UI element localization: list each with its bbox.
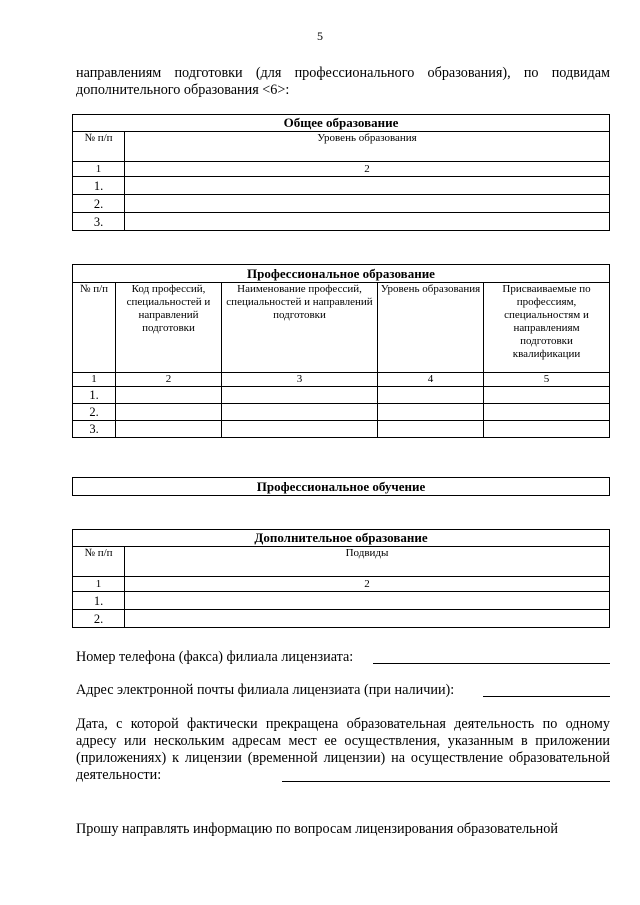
table-title: Профессиональное образование xyxy=(73,265,610,283)
table-cell[interactable] xyxy=(125,177,610,195)
page-number: 5 xyxy=(317,29,323,43)
date-paragraph: Дата, с которой фактически прекращена образовательная деятельность по одному адресу или нескольким адресам мест ее осуществления, указанным в приложении (приложениях) к лицензии (временной лицензии) на осуществление образовательной деятельности: xyxy=(76,716,610,783)
table-cell[interactable] xyxy=(116,421,222,438)
column-number: 4 xyxy=(378,373,484,387)
table-cell[interactable] xyxy=(378,404,484,421)
column-number: 1 xyxy=(73,373,116,387)
table-cell[interactable] xyxy=(125,195,610,213)
additional-education-table xyxy=(72,529,610,628)
table-title: Дополнительное образование xyxy=(73,530,610,547)
header-qualification: Присваиваемые по профессиям, специальностям и направлениям подготовки квалификации xyxy=(484,283,610,373)
column-number: 2 xyxy=(116,373,222,387)
phone-label: Номер телефона (факса) филиала лицензиата: xyxy=(76,649,354,665)
row-number: 2. xyxy=(73,610,125,628)
date-field[interactable] xyxy=(282,781,610,782)
row-number: 3. xyxy=(73,213,125,231)
table-cell[interactable] xyxy=(378,421,484,438)
column-number: 3 xyxy=(222,373,378,387)
table-cell[interactable] xyxy=(125,610,610,628)
general-education-table xyxy=(72,114,610,231)
table-cell[interactable] xyxy=(484,387,610,404)
table-cell[interactable] xyxy=(125,592,610,610)
row-number: 2. xyxy=(73,404,116,421)
table-title: Профессиональное обучение xyxy=(73,478,610,496)
header-level: Уровень образования xyxy=(378,283,484,373)
header-number: № п/п xyxy=(73,283,116,373)
column-number: 1 xyxy=(73,162,125,177)
row-number: 1. xyxy=(73,592,125,610)
phone-field[interactable] xyxy=(373,663,610,664)
table-cell[interactable] xyxy=(484,404,610,421)
row-number: 1. xyxy=(73,177,125,195)
table-cell[interactable] xyxy=(222,404,378,421)
row-number: 2. xyxy=(73,195,125,213)
table-cell[interactable] xyxy=(116,387,222,404)
row-number: 3. xyxy=(73,421,116,438)
email-label: Адрес электронной почты филиала лицензиата (при наличии): xyxy=(76,682,455,698)
table-cell[interactable] xyxy=(125,213,610,231)
professional-training-table xyxy=(72,477,610,496)
table-title: Общее образование xyxy=(73,115,610,132)
header-number: № п/п xyxy=(73,132,125,162)
table-cell[interactable] xyxy=(222,421,378,438)
header-level: Уровень образования xyxy=(125,132,610,162)
table-cell[interactable] xyxy=(378,387,484,404)
column-number: 2 xyxy=(125,577,610,592)
header-subtypes: Подвиды xyxy=(125,547,610,577)
intro-paragraph: направлениям подготовки (для профессионального образования), по подвидам дополнительного образования <6>: xyxy=(76,65,610,98)
header-name: Наименование профессий, специальностей и направлений подготовки xyxy=(222,283,378,373)
table-cell[interactable] xyxy=(116,404,222,421)
column-number: 2 xyxy=(125,162,610,177)
header-number: № п/п xyxy=(73,547,125,577)
request-paragraph: Прошу направлять информацию по вопросам лицензирования образовательной xyxy=(76,821,558,837)
column-number: 1 xyxy=(73,577,125,592)
row-number: 1. xyxy=(73,387,116,404)
header-code: Код профессий, специальностей и направлений подготовки xyxy=(116,283,222,373)
professional-education-table xyxy=(72,264,610,438)
table-cell[interactable] xyxy=(222,387,378,404)
email-field[interactable] xyxy=(483,696,610,697)
column-number: 5 xyxy=(484,373,610,387)
table-cell[interactable] xyxy=(484,421,610,438)
